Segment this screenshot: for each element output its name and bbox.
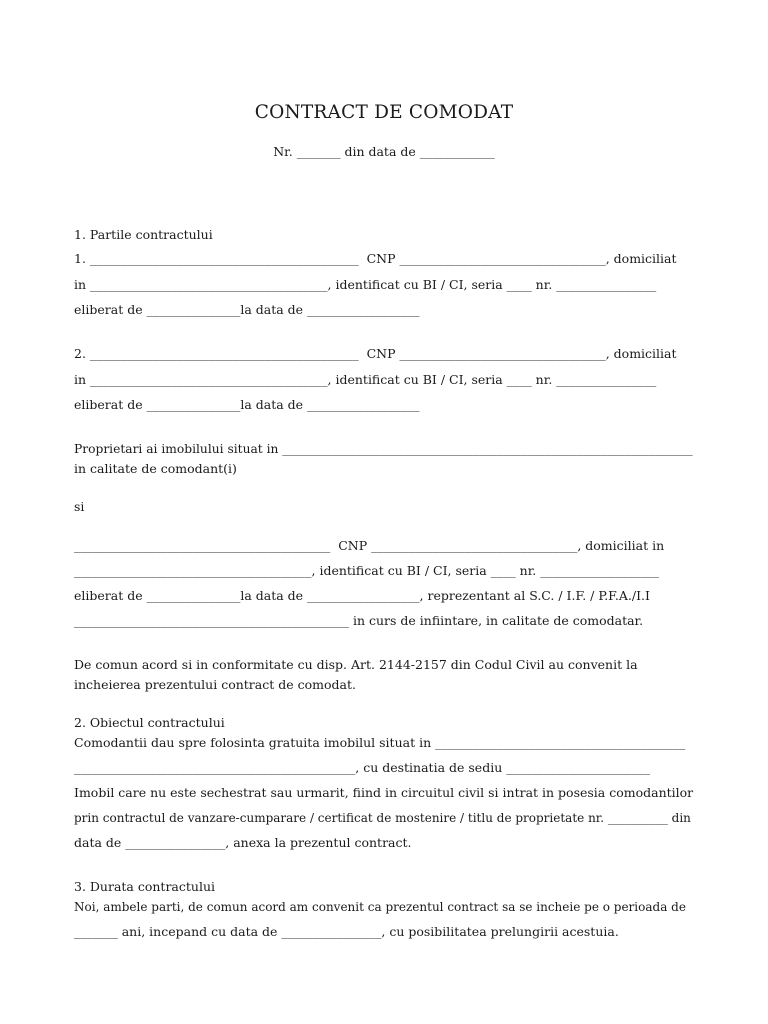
- object-line5: data de ________________, anexa la prezentul contract.: [74, 835, 412, 850]
- party2-line3: eliberat de _______________la data de __________________: [74, 397, 420, 412]
- object-line2: _____________________________________________, cu destinatia de sediu _______________________: [74, 760, 650, 775]
- party1-line2: in ______________________________________, identificat cu BI / CI, seria ____ nr. ________________: [74, 277, 657, 292]
- comodatar-line1: _________________________________________ CNP _________________________________, domiciliat in: [74, 538, 665, 553]
- agreement-line1: De comun acord si in conformitate cu disp. Art. 2144-2157 din Codul Civil au convenit la: [74, 657, 638, 672]
- party2-line2: in ______________________________________, identificat cu BI / CI, seria ____ nr. ________________: [74, 372, 657, 387]
- document-title: CONTRACT DE COMODAT: [254, 102, 514, 123]
- conjunction-and: si: [74, 499, 85, 514]
- contract-number-line: Nr. _______ din data de ____________: [273, 144, 495, 159]
- object-line3: Imobil care nu este sechestrat sau urmarit, fiind in circuitul civil si intrat in posesia comodantilor: [74, 785, 694, 800]
- duration-line2: _______ ani, incepand cu data de ________________, cu posibilitatea prelungirii acestuia.: [74, 924, 619, 939]
- comodatar-line3: eliberat de _______________la data de __________________, reprezentant al S.C. / I.F. / P.F.A./I.I: [74, 588, 650, 603]
- party1-line1: 1. ___________________________________________ CNP _________________________________, domiciliat: [74, 251, 677, 266]
- agreement-line2: incheierea prezentului contract de comodat.: [74, 677, 356, 692]
- party2-line1: 2. ___________________________________________ CNP _________________________________, domiciliat: [74, 346, 677, 361]
- party1-line3: eliberat de _______________la data de __________________: [74, 302, 420, 317]
- comodatar-line2: ______________________________________, identificat cu BI / CI, seria ____ nr. ___________________: [74, 563, 659, 578]
- object-line1: Comodantii dau spre folosinta gratuita imobilul situat in ________________________________________: [74, 735, 686, 750]
- section-heading-duration: 3. Durata contractului: [74, 879, 215, 894]
- comodatar-line4: ____________________________________________ in curs de infiintare, in calitate de comodatar.: [74, 613, 644, 628]
- duration-line1: Noi, ambele parti, de comun acord am convenit ca prezentul contract sa se incheie pe o perioada de: [74, 900, 686, 914]
- owners-line2: in calitate de comodant(i): [74, 461, 237, 476]
- object-line4: prin contractul de vanzare-cumparare / certificat de mostenire / titlu de proprietate nr. __________ din: [74, 811, 691, 825]
- section-heading-parties: 1. Partile contractului: [74, 227, 213, 242]
- section-heading-object: 2. Obiectul contractului: [74, 715, 225, 730]
- owners-line1: Proprietari ai imobilului situat in ___________________________________________________________________: [74, 442, 693, 456]
